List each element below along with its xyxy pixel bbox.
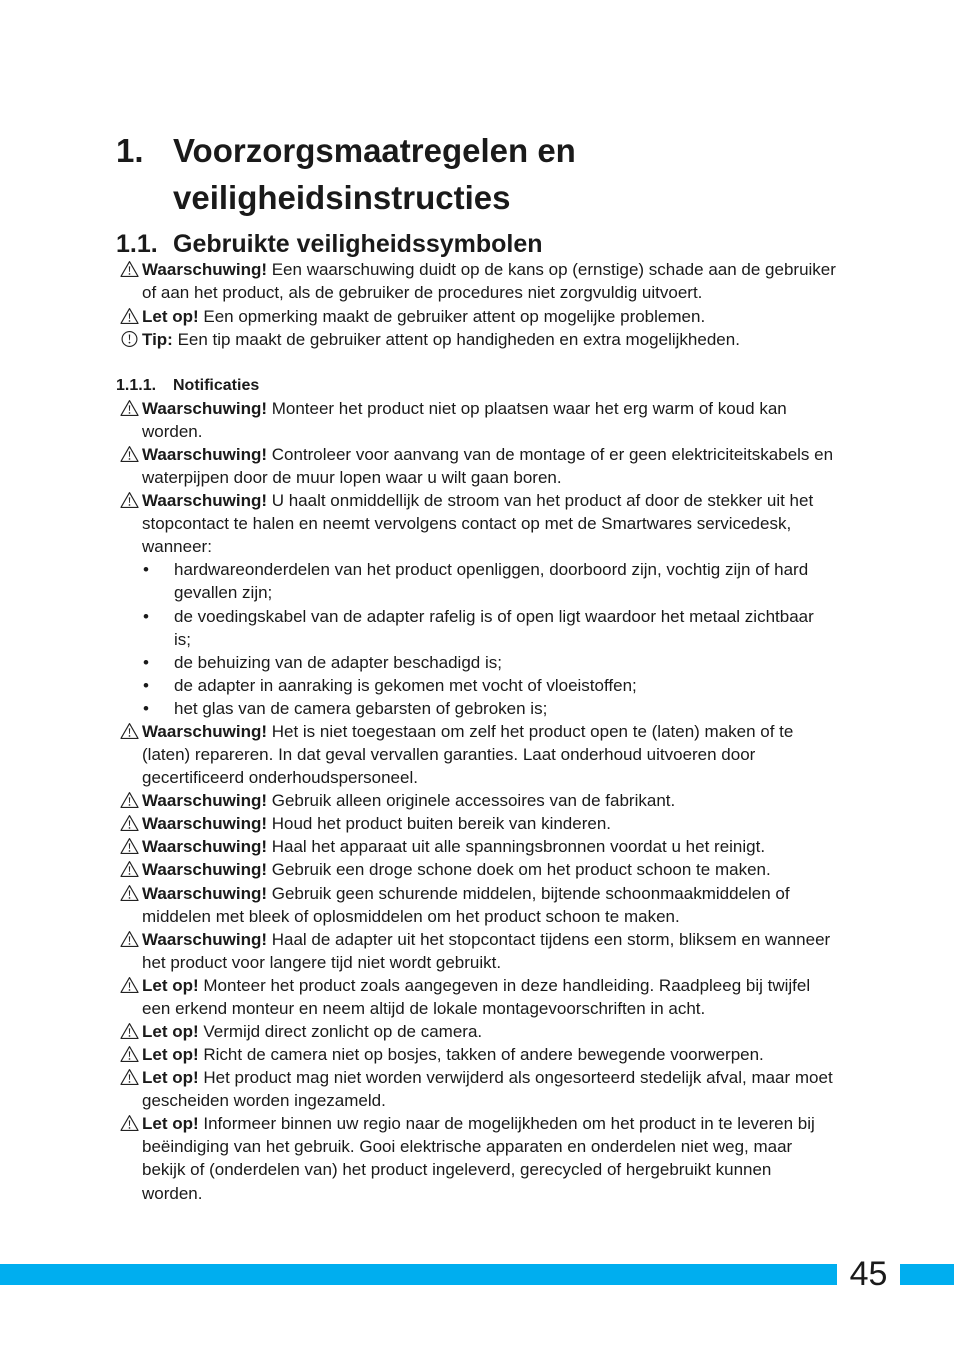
warning-triangle-icon [120, 814, 139, 832]
notice-item: Let op! Het product mag niet worden verwijderd als ongesorteerd stedelijk afval, maar moet gescheiden worden ingezameld. [142, 1066, 842, 1112]
notice-item: Waarschuwing! Gebruik geen schurende middelen, bijtende schoonmaakmiddelen of middelen met bleek of oplosmiddelen om het product schoon te maken. [142, 882, 842, 928]
warning-triangle-icon [120, 837, 139, 855]
notice-item: Waarschuwing! Gebruik alleen originele accessoires van de fabrikant. [142, 789, 842, 812]
page-number: 45 [849, 1255, 888, 1293]
notice-item: Waarschuwing! Monteer het product niet op plaatsen waar het erg warm of koud kan worden. [142, 397, 842, 443]
notice-item: Waarschuwing! U haalt onmiddellijk de stroom van het product af door de stekker uit het stopcontact te halen en neemt vervolgens contact op met de Smartwares servicedesk, wanneer: [142, 489, 832, 559]
notice-item: Waarschuwing! Houd het product buiten bereik van kinderen. [142, 812, 842, 835]
section-title: Gebruikte veiligheidssymbolen [173, 230, 543, 258]
bullet-item: • de behuizing van de adapter beschadigd is; [174, 651, 834, 674]
bullet-item: • hardwareonderdelen van het product openliggen, doorboord zijn, vochtig zijn of hard gevallen zijn; [143, 560, 809, 603]
bullet-dot: • [143, 560, 149, 579]
section-number: 1.1. [116, 230, 158, 258]
warning-triangle-icon [120, 884, 139, 902]
tip-circle-icon [120, 330, 139, 348]
warning-triangle-icon [120, 445, 139, 463]
notice-item: Waarschuwing! Controleer voor aanvang van de montage of er geen elektriciteitskabels en waterpijpen door de muur lopen waar u wilt gaan boren. [142, 443, 842, 489]
warning-triangle-icon [120, 930, 139, 948]
notice-item: Waarschuwing! Haal het apparaat uit alle spanningsbronnen voordat u het reinigt. [142, 835, 842, 858]
warning-triangle-icon [120, 399, 139, 417]
notice-item: Let op! Monteer het product zoals aangegeven in deze handleiding. Raadpleeg bij twijfel een erkend monteur en neem altijd de lokale montagevoorschriften in acht. [142, 974, 842, 1020]
bullet-item: • de adapter in aanraking is gekomen met vocht of vloeistoffen; [174, 674, 834, 697]
bullet-item: • de voedingskabel van de adapter rafelig is of open ligt waardoor het metaal zichtbaar is; [143, 607, 814, 650]
warning-triangle-icon [120, 1022, 139, 1040]
notice-item: Waarschuwing! Haal de adapter uit het stopcontact tijdens een storm, bliksem en wanneer het product voor langere tijd niet wordt gebruikt. [142, 928, 842, 974]
notice-item: Waarschuwing! Gebruik een droge schone doek om het product schoon te maken. [142, 858, 842, 881]
bullet-dot: • [143, 653, 149, 672]
warning-triangle-icon [120, 1114, 139, 1132]
warning-triangle-icon [120, 1068, 139, 1086]
bullet-dot: • [143, 676, 149, 695]
subsection-number: 1.1.1. [116, 377, 157, 394]
warning-triangle-icon [120, 722, 139, 740]
warning-triangle-icon [120, 860, 139, 878]
subsection-heading [116, 376, 260, 396]
section-heading [116, 228, 543, 260]
symbol-warning: Waarschuwing! Een waarschuwing duidt op de kans op (ernstige) schade aan de gebruiker of aan het product, als de gebruiker de procedures niet zorgvuldig uitvoert. [142, 258, 842, 304]
subsection-title: Notificaties [173, 377, 260, 394]
notice-item: Let op! Informeer binnen uw regio naar de mogelijkheden om het product in te leveren bij beëindiging van het gebruik. Gooi elektrische apparaten en onderdelen niet weg, maar bekijk of (onderdelen van) het product ingeleverd, gerecycled of hergebruikt kunnen worden. [142, 1112, 822, 1205]
warning-triangle-icon [120, 307, 139, 325]
warning-triangle-icon [120, 491, 139, 509]
bullet-dot: • [143, 607, 149, 626]
footer-bar [0, 1264, 954, 1285]
notice-item: Let op! Vermijd direct zonlicht op de camera. [142, 1020, 842, 1043]
symbol-tip: Tip: Een tip maakt de gebruiker attent op handigheden en extra mogelijkheden. [142, 328, 842, 351]
warning-triangle-icon [120, 976, 139, 994]
symbol-let-op: Let op! Een opmerking maakt de gebruiker attent op mogelijke problemen. [142, 305, 842, 328]
heading-number: 1. [116, 132, 144, 169]
warning-triangle-icon [120, 791, 139, 809]
warning-triangle-icon [120, 260, 139, 278]
notice-item: Let op! Richt de camera niet op bosjes, takken of andere bewegende voorwerpen. [142, 1043, 842, 1066]
warning-triangle-icon [120, 1045, 139, 1063]
heading-title: Voorzorgsmaatregelen en veiligheidsinstructies [173, 132, 576, 216]
bullet-item: • het glas van de camera gebarsten of gebroken is; [174, 697, 834, 720]
notice-item: Waarschuwing! Het is niet toegestaan om zelf het product open te (laten) maken of te (laten) repareren. In dat geval vervallen garanties. Laat onderhoud uitvoeren door gecertificeerd onderhoudspersoneel. [142, 720, 842, 790]
bullet-dot: • [143, 699, 149, 718]
